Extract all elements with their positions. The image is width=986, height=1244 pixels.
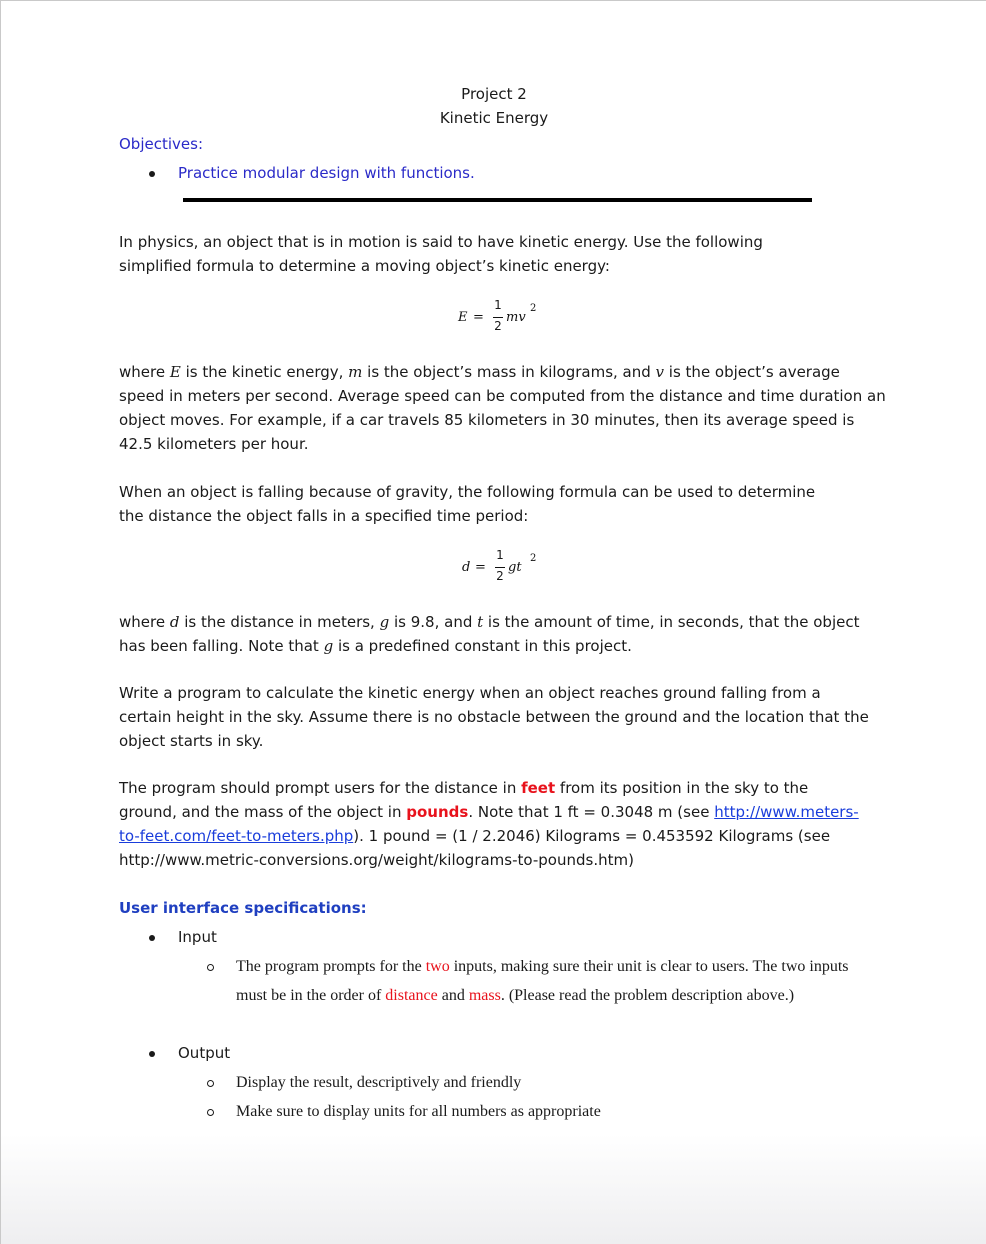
formula-lhs: d (462, 560, 471, 575)
task-paragraph: Write a program to calculate the kinetic energy when an object reaches ground falling from a certain height in the sky. Assume there is no obstacle between the ground and the location that the object starts in sky. (119, 684, 869, 750)
formula-numerator: 1 (496, 548, 504, 562)
fraction-bar (493, 317, 503, 318)
output-label: Output (178, 1044, 231, 1062)
objective-item: Practice modular design with functions. (178, 164, 475, 182)
pounds-emphasis: pounds (406, 803, 469, 821)
meters-to-feet-link[interactable]: http://www.meters-to-feet.com/feet-to-meters.php (119, 803, 859, 845)
formula-rhs: mv (506, 310, 526, 325)
distance-explanation: where d is the distance in meters, g is 9.8, and t is the amount of time, in seconds, that the object has been falling. Note that g is a predefined constant in this project. (119, 613, 860, 655)
input-units-paragraph: The program should prompt users for the distance in feet from its position in the sky to the ground, and the mass of the object in pounds. Note that 1 ft = 0.3048 m (see http://www.meters-to-feet.com/feet-to-meters.php). 1 pound = (1 / 2.2046) Kilograms = 0.453592 Kilograms (see http://www.metric-conversions.org/weight/kilograms-to-pounds.htm) (119, 779, 859, 869)
formula-denominator: 2 (494, 319, 502, 333)
bullet-icon (149, 1051, 155, 1057)
intro-paragraph: In physics, an object that is in motion is said to have kinetic energy. Use the following simplified formula to determine a moving object’s kinetic energy: (119, 233, 763, 275)
project-title: Project 2 (461, 85, 527, 103)
fraction-bar (495, 567, 505, 568)
circle-bullet-icon (207, 1109, 214, 1116)
objectives-heading: Objectives: (119, 135, 203, 153)
formula-equals: = (473, 310, 484, 325)
formula-denominator: 2 (496, 569, 504, 583)
formula-lhs: E (458, 310, 468, 325)
bullet-icon (149, 171, 155, 177)
page-bottom-fade (1, 1134, 986, 1244)
ui-spec-heading: User interface specifications: (119, 899, 367, 917)
formula-exponent: 2 (530, 303, 537, 314)
falling-intro-paragraph: When an object is falling because of gravity, the following formula can be used to determine the distance the object falls in a specified time period: (119, 483, 816, 525)
output-spec-item: Display the result, descriptively and friendly (236, 1074, 522, 1091)
circle-bullet-icon (207, 1080, 214, 1087)
bullet-icon (149, 935, 155, 941)
output-spec-item: Make sure to display units for all numbers as appropriate (236, 1103, 601, 1120)
kinetic-energy-explanation: where E is the kinetic energy, m is the object’s mass in kilograms, and v is the object’s average speed in meters per second. Average speed can be computed from the distance and time duration an object moves. For example, if a car travels 85 kilometers in 30 minutes, then its average speed is 42.5 kilometers per hour. (119, 363, 886, 453)
circle-bullet-icon (207, 964, 214, 971)
formula-rhs: gt (508, 560, 522, 575)
formula-equals: = (475, 560, 486, 575)
project-subtitle: Kinetic Energy (439, 109, 549, 127)
feet-emphasis: feet (521, 779, 556, 797)
horizontal-rule (183, 198, 812, 202)
formula-exponent: 2 (530, 553, 537, 564)
formula-numerator: 1 (494, 298, 502, 312)
input-label: Input (178, 928, 217, 946)
input-spec-item: The program prompts for the two inputs, making sure their unit is clear to users. The two inputs must be in the order of distance and mass. (Please read the problem description above.) (236, 958, 849, 1004)
